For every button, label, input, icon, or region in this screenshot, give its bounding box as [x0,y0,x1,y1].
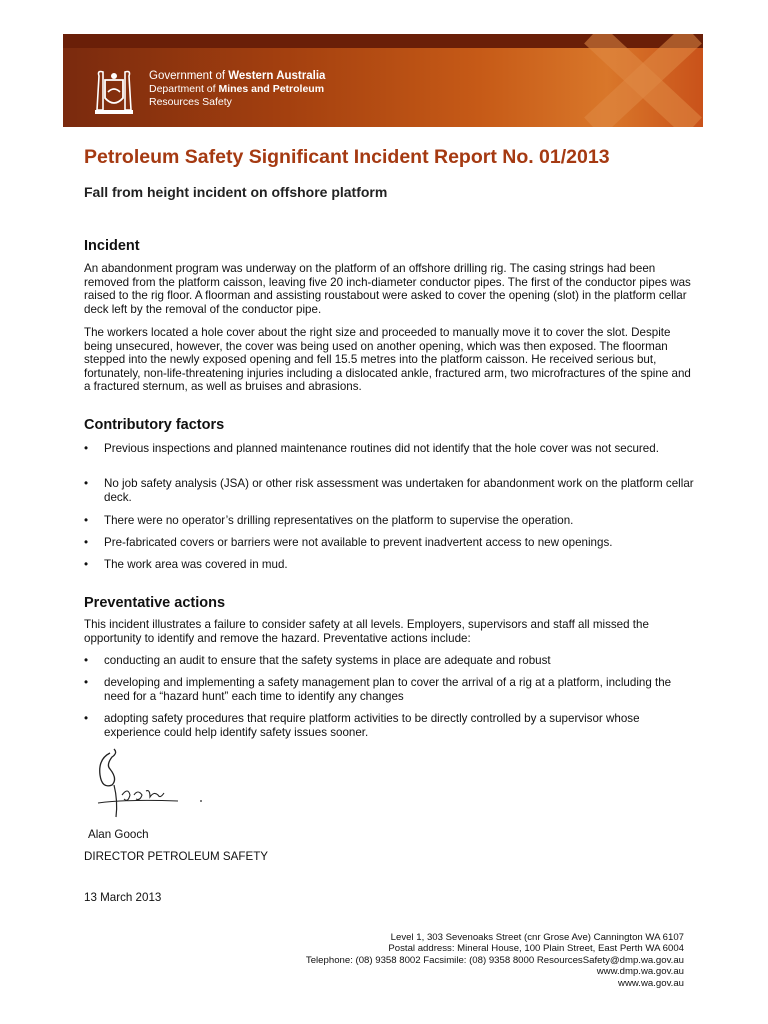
bullet-icon: • [84,676,89,689]
report-subtitle: Fall from height incident on offshore platform [84,184,388,200]
footer-phone: Telephone: (08) 9358 8002 Facsimile: (08) 9358 8000 ResourcesSafety@dmp.wa.gov.au [305,954,684,966]
gov-line-2: Department of Mines and Petroleum [149,83,325,95]
contributory-item-text: There were no operator’s drilling representatives on the platform to supervise the operation. [104,514,574,527]
footer-contact [306,932,684,989]
report-date: 13 March 2013 [84,891,162,904]
contributory-heading: Contributory factors [84,417,225,433]
footer-postal: Postal address: Mineral House, 100 Plain Street, East Perth WA 6004 [388,943,684,955]
contributory-item-text: Previous inspections and planned maintenance routines did not identify that the hole cover was not secured. [104,442,659,455]
report-title: Petroleum Safety Significant Incident Report No. 01/2013 [84,146,610,168]
preventative-heading: Preventative actions [84,595,226,611]
incident-paragraph-1: An abandonment program was underway on the platform of an offshore drilling rig. The casing strings had been removed from the platform caisson, leaving five 20 inch-diameter conductor pipes. The first of the conductor pipes was raised to the rig floor. A floorman and assisting roustabout were asked to cover the opening (slot) in the platform cellar deck left by the removal of the conductor pipe. [84,262,691,316]
decorative-x-graphic [573,34,703,127]
government-identity [149,70,325,109]
bullet-icon: • [84,558,89,571]
contributory-item-text: Pre-fabricated covers or barriers were not available to prevent inadvertent access to new openings. [104,536,613,549]
bullet-icon: • [84,477,89,490]
footer-link-wa[interactable]: www.wa.gov.au [618,977,684,989]
preventative-item-text: adopting safety procedures that require platform activities to be directly controlled by a supervisor whose experience could help identify safety issues sooner. [104,712,640,739]
bullet-icon: • [84,654,89,667]
preventative-item-text: conducting an audit to ensure that the safety systems in place are adequate and robust [104,654,551,667]
preventative-item-text: developing and implementing a safety management plan to cover the arrival of a rig at a platform, including the need for a “hazard hunt” each time to identify any changes [104,676,672,703]
signer-role: DIRECTOR PETROLEUM SAFETY [84,850,269,863]
bullet-icon: • [84,536,89,549]
contributory-item-text: The work area was covered in mud. [104,558,288,571]
footer-link-dmp[interactable]: www.dmp.wa.gov.au [596,966,684,978]
contributory-item-text: No job safety analysis (JSA) or other risk assessment was undertaken for abandonment work on the platform cellar deck. [104,477,694,504]
gov-line-1: Government of Western Australia [149,70,326,82]
handwritten-signature [88,745,218,825]
header-banner [63,34,703,127]
bullet-icon: • [84,712,89,725]
preventative-intro: This incident illustrates a failure to consider safety at all levels. Employers, supervisors and staff all missed the opportunity to identify and remove the hazard. Preventative actions include: [84,618,649,645]
incident-paragraph-2: The workers located a hole cover about the right size and proceeded to manually move it to cover the slot. Despite being unsecured, however, the cover was being used on another opening, which was then exposed. The floorman stepped into the newly exposed opening and fell 15.5 metres into the platform caisson. He received serious but, fortunately, non-life-threatening injuries including a dislocated ankle, fractured arm, two microfractures of the spine and a fractured sternum, as well as bruises and abrasions. [84,326,691,394]
bullet-icon: • [84,442,89,455]
footer-address: Level 1, 303 Sevenoaks Street (cnr Grose Ave) Cannington WA 6107 [390,932,684,943]
incident-heading: Incident [84,238,140,254]
wa-coat-of-arms-logo [89,68,139,118]
signer-name: Alan Gooch [88,828,149,841]
bullet-icon: • [84,514,89,527]
gov-line-3: Resources Safety [149,96,232,108]
